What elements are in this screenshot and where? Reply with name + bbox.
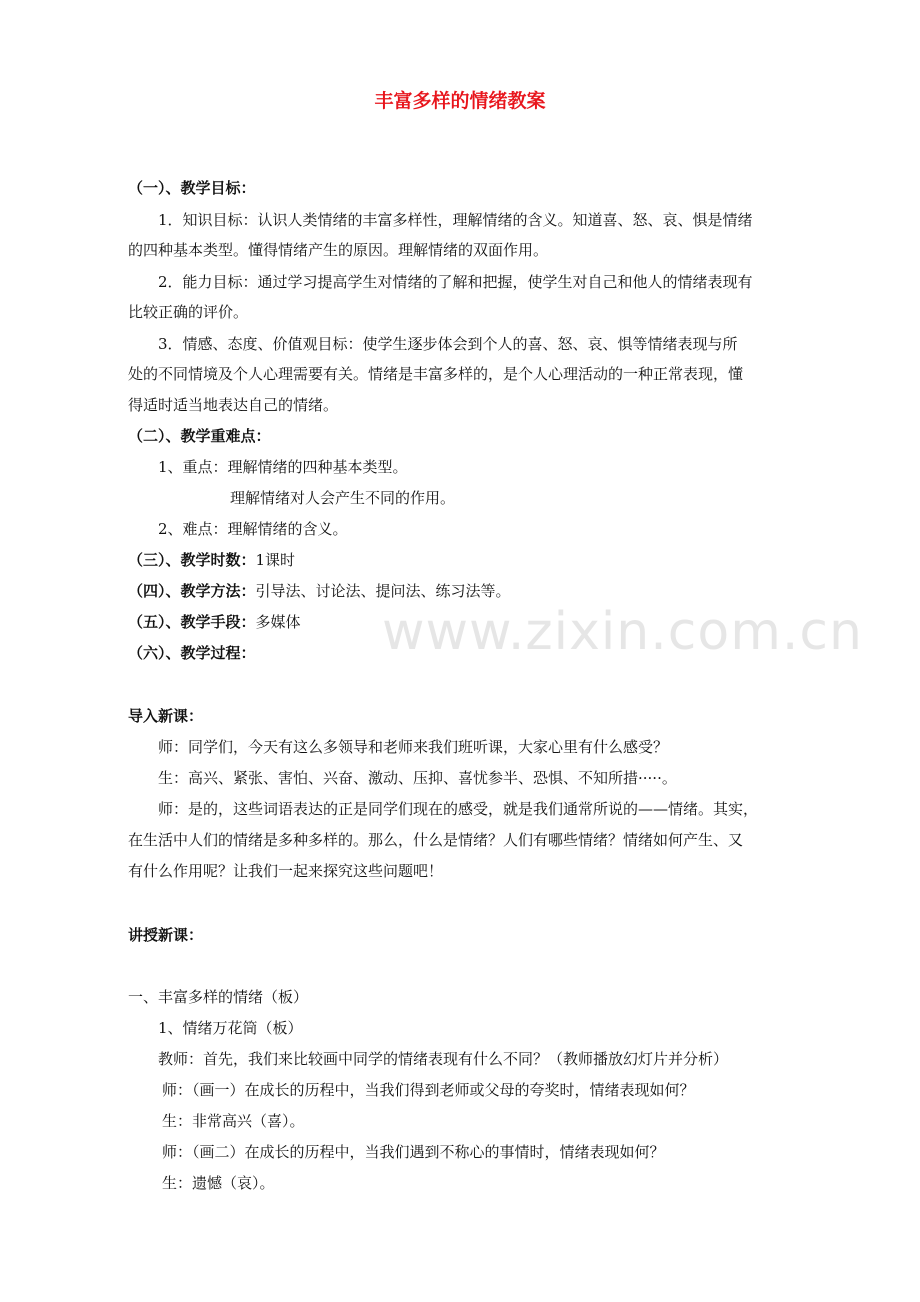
section-heading: （三）、教学时数：1课时 [128,551,296,569]
paragraph-line: 比较正确的评价。 [128,303,249,321]
paragraph-line: 在生活中人们的情绪是多种多样的。那么，什么是情绪？人们有哪些情绪？情绪如何产生、又 [128,831,744,849]
paragraph-line: 教师：首先，我们来比较画中同学的情绪表现有什么不同？（教师播放幻灯片并分析） [158,1050,729,1068]
watermark: www.zixin.com.cn [382,602,863,662]
paragraph-line: 3．情感、态度、价值观目标：使学生逐步体会到个人的喜、怒、哀、惧等情绪表现与所 [158,335,738,353]
section-heading: （二）、教学重难点： [128,427,271,445]
paragraph-line: 生：高兴、紧张、害怕、兴奋、激动、压抑、喜忧参半、恐惧、不知所措·····。 [158,769,677,787]
paragraph-line: 处的不同情境及个人心理需要有关。情绪是丰富多样的，是个人心理活动的一种正常表现，懂 [128,365,744,383]
section-heading: 导入新课： [128,707,204,725]
paragraph-line: 1、重点：理解情绪的四种基本类型。 [158,458,408,476]
paragraph-line: 得适时适当地表达自己的情绪。 [128,396,339,414]
paragraph-line: 师：（画一）在成长的历程中，当我们得到老师或父母的夸奖时，情绪表现如何？ [162,1081,695,1099]
paragraph-line: 理解情绪对人会产生不同的作用。 [230,489,456,507]
section-heading: （一）、教学目标： [128,179,256,197]
section-heading: （六）、教学过程： [128,644,256,662]
paragraph-line: 生：遗憾（哀）。 [162,1174,275,1192]
paragraph-line: 2、难点：理解情绪的含义。 [158,520,348,538]
document-title: 丰富多样的情绪教案 [374,90,546,112]
paragraph-line: 1、情绪万花筒（板） [158,1019,303,1037]
section-heading: （五）、教学手段：多媒体 [128,613,301,631]
paragraph-line: 有什么作用呢？让我们一起来探究这些问题吧！ [128,862,444,880]
paragraph-line: 1．知识目标：认识人类情绪的丰富多样性，理解情绪的含义。知道喜、怒、哀、惧是情绪 [158,211,753,229]
paragraph-line: 的四种基本类型。懂得情绪产生的原因。理解情绪的双面作用。 [128,241,549,259]
section-heading: 讲授新课： [128,926,204,944]
paragraph-line: 生：非常高兴（喜）。 [162,1112,305,1130]
paragraph-line: 2．能力目标：通过学习提高学生对情绪的了解和把握，使学生对自己和他人的情绪表现有 [158,273,753,291]
paragraph-line: 师：是的，这些词语表达的正是同学们现在的感受，就是我们通常所说的——情绪。其实， [158,800,759,818]
paragraph-line: 师：（画二）在成长的历程中，当我们遇到不称心的事情时，情绪表现如何？ [162,1143,665,1161]
paragraph-line: 一、丰富多样的情绪（板） [128,988,309,1006]
paragraph-line: 师：同学们，今天有这么多领导和老师来我们班听课，大家心里有什么感受？ [158,738,669,756]
section-heading: （四）、教学方法：引导法、讨论法、提问法、练习法等。 [128,582,511,600]
